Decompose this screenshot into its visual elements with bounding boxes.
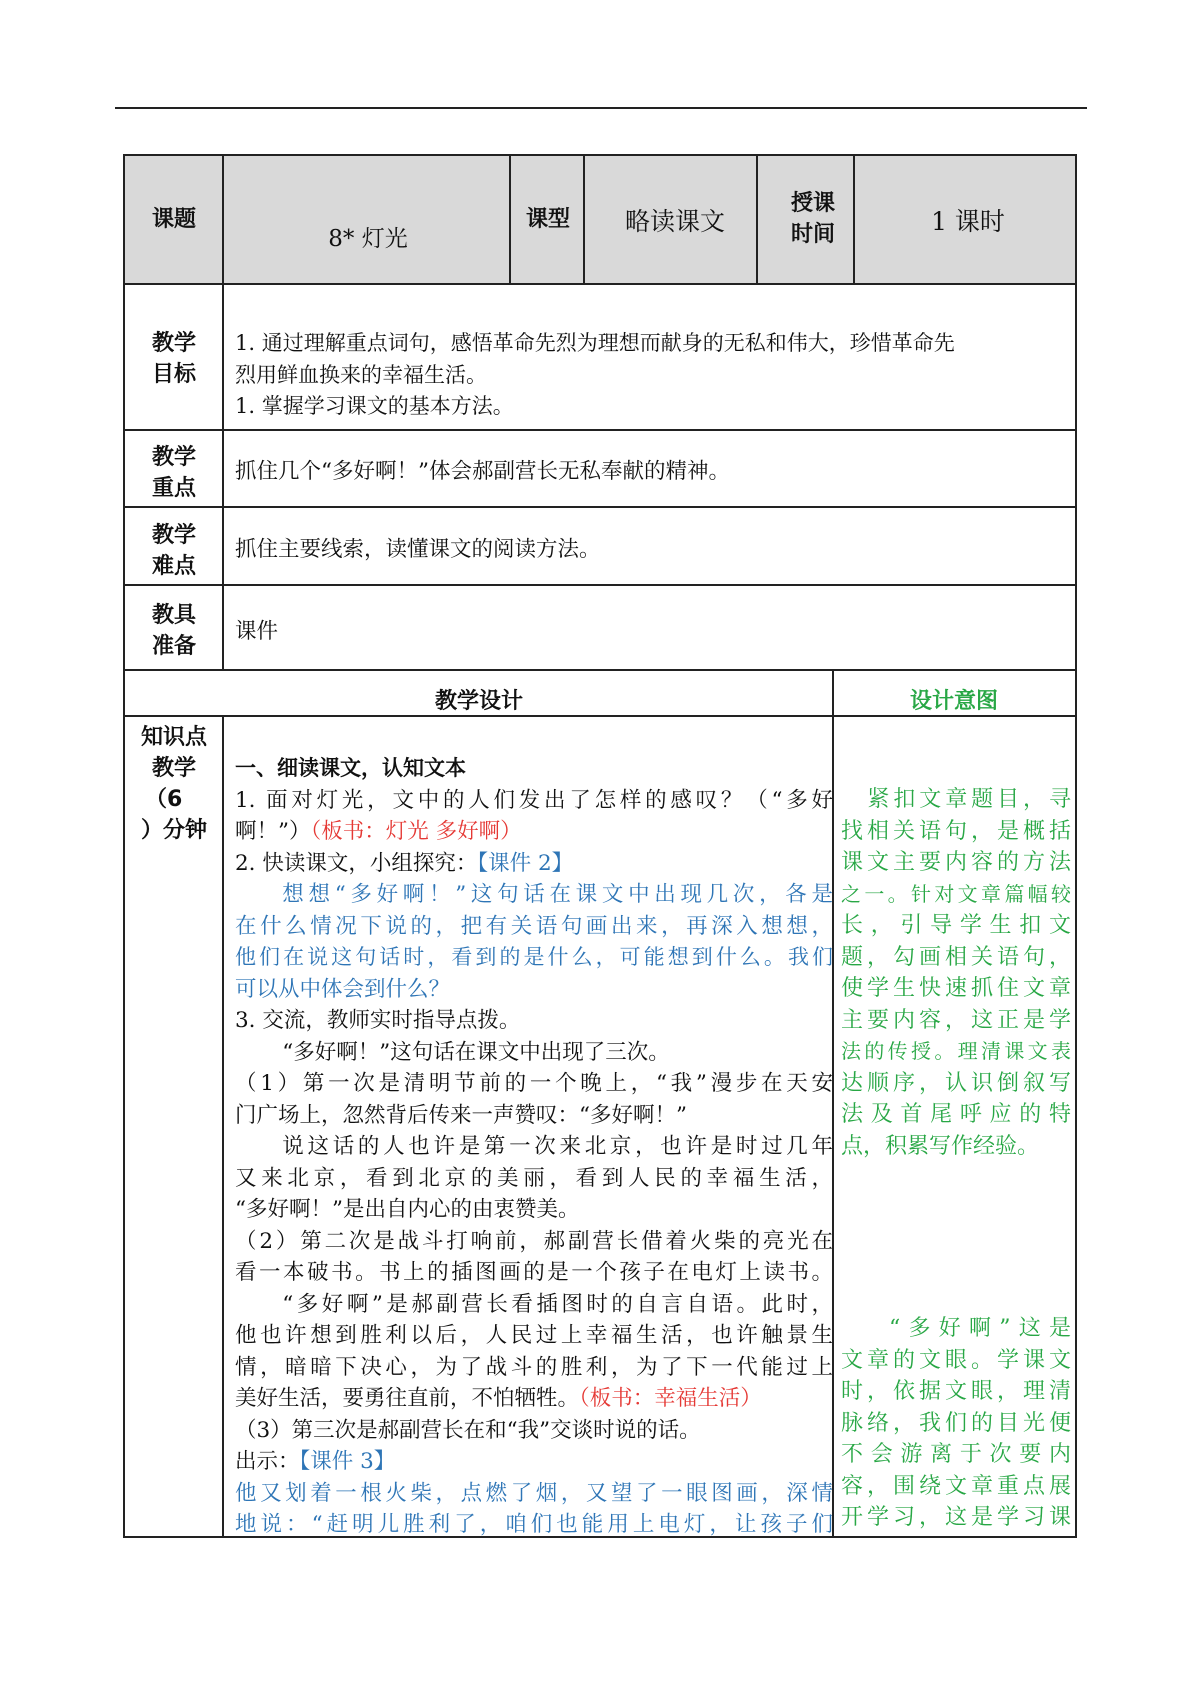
q2-blue-3: 他们在说这句话时，看到的是什么，可能想到什么。我们 bbox=[235, 945, 833, 969]
intent-1-line-0: 紧扣文章题目，寻 bbox=[867, 787, 1071, 812]
q2-text: 2. 快读课文，小组探究： bbox=[235, 850, 478, 876]
intent-2-line-6: 开学习，这是学习课 bbox=[841, 1505, 1071, 1530]
topic-label: 课题 bbox=[151, 207, 196, 232]
time-label-line2: 时间 bbox=[790, 222, 835, 247]
row-divider-objectives bbox=[125, 429, 1075, 431]
intent-block-1 bbox=[841, 784, 1071, 1162]
col-divider-topic bbox=[509, 156, 511, 283]
intent-1-line-2: 课文主要内容的方法 bbox=[841, 850, 1071, 875]
p8-line-2: 地说：“赶明儿胜利了，咱们也能用上电灯，让孩子们 bbox=[235, 1512, 833, 1537]
p2-line-1: （1）第一次是清明节前的一个晚上，“我”漫步在天安 bbox=[235, 1071, 833, 1096]
design-header: 教学设计 bbox=[434, 689, 523, 714]
section-title: 一、细读课文，认知文本 bbox=[235, 756, 466, 780]
intent-2-line-3: 脉络，我们的目光便 bbox=[841, 1410, 1071, 1436]
time-label-line1: 授课 bbox=[790, 191, 835, 216]
p5-board-note: （板书：幸福生活） bbox=[579, 1386, 762, 1411]
time-value: 1 课时 bbox=[931, 207, 1005, 236]
p4-line-1: （2）第二次是战斗打响前，郝副营长借着火柴的亮光在 bbox=[235, 1228, 833, 1254]
col-divider-label bbox=[222, 156, 224, 669]
q3-line: 3. 交流，教师实时指导点拨。 bbox=[235, 1008, 521, 1033]
objectives-label-line1: 教学 bbox=[151, 331, 196, 356]
row-divider-materials bbox=[125, 669, 1075, 671]
intent-1-line-3: 之一。针对文章篇幅较 bbox=[841, 881, 1071, 906]
p3-line-2: 又来北京，看到北京的美丽，看到人民的幸福生活， bbox=[235, 1165, 833, 1191]
objective-line-2: 烈用鲜血换来的幸福生活。 bbox=[235, 362, 487, 387]
objectives-label bbox=[125, 328, 223, 390]
objectives-text bbox=[235, 328, 1075, 423]
materials-text: 课件 bbox=[235, 619, 279, 644]
keypoints-label bbox=[125, 442, 223, 504]
intent-header: 设计意图 bbox=[909, 689, 998, 714]
col-divider-intent bbox=[832, 669, 834, 1538]
intent-2-line-5: 容，围绕文章重点展 bbox=[841, 1473, 1071, 1499]
intent-1-line-9: 达顺序，认识倒叙写 bbox=[841, 1070, 1071, 1096]
col-divider-type-value bbox=[756, 156, 758, 283]
p7-line bbox=[235, 1446, 833, 1478]
segment-label bbox=[125, 722, 223, 846]
type-value: 略读课文 bbox=[624, 207, 725, 236]
segment-label-line4: ）分钟 bbox=[140, 818, 207, 843]
col-divider-label-lower bbox=[222, 715, 224, 1538]
difficulties-label bbox=[125, 520, 223, 582]
row-divider-design-header bbox=[125, 715, 1075, 717]
materials-label bbox=[125, 600, 223, 662]
difficulties-label-line1: 教学 bbox=[151, 523, 196, 548]
difficulties-text: 抓住主要线索，读懂课文的阅读方法。 bbox=[235, 537, 601, 562]
p5-line-3: 情，暗暗下决心，为了战斗的胜利，为了下一代能过上 bbox=[235, 1354, 833, 1380]
top-rule bbox=[115, 107, 1087, 109]
intent-1-line-6: 使学生快速抓住文章 bbox=[841, 976, 1071, 1001]
q2-blue-1: 想想“多好啊！”这句话在课文中出现几次，各是 bbox=[282, 882, 833, 907]
p7-ppt-tag: 【课件 3】 bbox=[299, 1449, 396, 1474]
type-label: 课型 bbox=[525, 207, 570, 232]
p4-line-2: 看一本破书。书上的插图画的是一个孩子在电灯上读书。 bbox=[235, 1260, 833, 1285]
q2-blue-2: 在什么情况下说的，把有关语句画出来，再深入想想， bbox=[235, 913, 833, 939]
intent-2-line-1: 文章的文眼。学课文 bbox=[841, 1347, 1071, 1373]
p5-text: 美好生活，要勇往直前，不怕牺牲。 bbox=[235, 1386, 580, 1411]
intent-1-line-4: 长，引导学生扣文 bbox=[841, 913, 1071, 938]
q1-line-b bbox=[235, 816, 833, 848]
p1-line: “多好啊！”这句话在课文中出现了三次。 bbox=[282, 1039, 670, 1065]
p5-line-2: 他也许想到胜利以后，人民过上幸福生活，也许触景生 bbox=[235, 1323, 833, 1348]
col-divider-type-label bbox=[583, 156, 585, 283]
p5-line-4 bbox=[235, 1383, 833, 1415]
q1-answer: 啊！”） bbox=[235, 819, 311, 844]
materials-label-line1: 教具 bbox=[151, 603, 196, 628]
col-divider-time-label bbox=[853, 156, 855, 283]
intent-1-line-11: 点，积累写作经验。 bbox=[841, 1133, 1040, 1159]
intent-2-line-0: “多好啊”这是 bbox=[889, 1316, 1071, 1341]
intent-1-line-7: 主要内容，这正是学 bbox=[841, 1007, 1071, 1033]
segment-label-line2: 教学 bbox=[151, 756, 196, 781]
p2-line-2: 门广场上，忽然背后传来一声赞叹：“多好啊！” bbox=[235, 1102, 687, 1128]
design-body bbox=[235, 753, 833, 1541]
q2-line-a bbox=[235, 848, 833, 880]
segment-label-line1: 知识点 bbox=[140, 725, 207, 750]
intent-block-2 bbox=[841, 1313, 1071, 1534]
p8-line-1: 他又划着一根火柴，点燃了烟，又望了一眼图画，深情 bbox=[235, 1480, 833, 1506]
lesson-plan-table bbox=[123, 154, 1077, 1538]
row-divider-difficulties bbox=[125, 584, 1075, 586]
row-divider-header bbox=[125, 283, 1075, 285]
q2-ppt-tag: 【课件 2】 bbox=[477, 850, 574, 876]
p3-line-3: “多好啊！”是出自内心的由衷赞美。 bbox=[235, 1197, 580, 1222]
intent-1-line-5: 题，勾画相关语句， bbox=[841, 944, 1071, 970]
keypoints-label-line2: 重点 bbox=[151, 476, 196, 501]
p7-text: 出示： bbox=[235, 1449, 300, 1474]
q1-board-note: （板书：灯光 多好啊） bbox=[310, 819, 522, 844]
p5-line-1: “多好啊”是郝副营长看插图时的自言自语。此时， bbox=[282, 1291, 833, 1317]
intent-1-line-10: 法及首尾呼应的特 bbox=[841, 1102, 1071, 1127]
intent-2-line-4: 不会游离于次要内 bbox=[841, 1442, 1071, 1467]
difficulties-label-line2: 难点 bbox=[151, 554, 196, 579]
p6-line: （3）第三次是郝副营长在和“我”交谈时说的话。 bbox=[235, 1417, 701, 1443]
objectives-label-line2: 目标 bbox=[151, 362, 196, 387]
q1-line-a: 1. 面对灯光，文中的人们发出了怎样的感叹？（“多好 bbox=[235, 787, 833, 813]
p3-line-1: 说这话的人也许是第一次来北京，也许是时过几年 bbox=[282, 1134, 833, 1159]
intent-1-line-8: 法的传授。理清课文表 bbox=[841, 1039, 1071, 1063]
row-divider-keypoints bbox=[125, 506, 1075, 508]
intent-1-line-1: 找相关语句，是概括 bbox=[841, 818, 1071, 844]
time-label bbox=[765, 188, 861, 250]
segment-label-line3: （6 bbox=[145, 787, 183, 812]
intent-2-line-2: 时，依据文眼，理清 bbox=[841, 1379, 1071, 1404]
q2-blue-4: 可以从中体会到什么？ bbox=[235, 976, 451, 1002]
objective-line-3: 1. 掌握学习课文的基本方法。 bbox=[235, 394, 514, 418]
keypoints-label-line1: 教学 bbox=[151, 445, 196, 470]
materials-label-line2: 准备 bbox=[151, 634, 196, 659]
objective-line-1: 1. 通过理解重点词句，感悟革命先烈为理想而献身的无私和伟大，珍惜革命先 bbox=[235, 331, 955, 355]
topic-value: 8* 灯光 bbox=[328, 226, 408, 252]
keypoints-text: 抓住几个“多好啊！”体会郝副营长无私奉献的精神。 bbox=[235, 459, 730, 484]
